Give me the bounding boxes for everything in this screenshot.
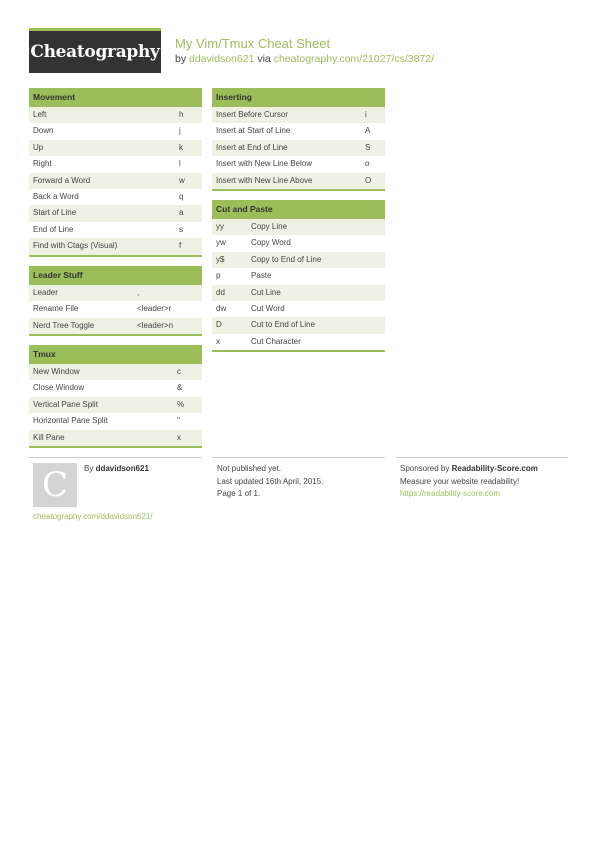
shortcut-row (29, 205, 202, 221)
shortcut-row (212, 156, 385, 172)
section-rows (212, 107, 385, 189)
shortcut-key: dw (216, 303, 227, 313)
shortcut-value: , (137, 288, 140, 297)
shortcut-row (29, 318, 202, 334)
section-title: Movement (29, 88, 202, 107)
shortcut-row (212, 123, 385, 139)
sheet-title: My Vim/Tmux Cheat Sheet (175, 36, 331, 51)
shortcut-key: Insert with New Line Below (216, 159, 313, 169)
shortcut-row (212, 334, 385, 350)
shortcut-row (212, 140, 385, 156)
shortcut-key: Close Window (33, 383, 85, 393)
shortcut-key: D (216, 320, 222, 330)
shortcut-row (29, 238, 202, 254)
shortcut-key: x (216, 336, 220, 346)
shortcut-row (212, 173, 385, 189)
shortcut-value: w (179, 175, 185, 185)
section-title: Cut and Paste (212, 200, 385, 219)
section-title: Inserting (212, 88, 385, 107)
shortcut-value: c (177, 367, 181, 376)
shortcut-key: Nerd Tree Toggle (33, 320, 95, 330)
shortcut-value: Cut to End of Line (251, 320, 316, 330)
shortcut-value: % (177, 399, 185, 409)
shortcut-row (29, 107, 202, 123)
shortcut-row (29, 364, 202, 380)
shortcut-key: y$ (216, 254, 225, 264)
sponsored-by-label: Sponsored by (400, 464, 450, 473)
shortcut-value: a (179, 208, 184, 218)
cheatography-logo[interactable]: Cheatography (29, 28, 161, 73)
last-updated: Last updated 16th April, 2015. (217, 476, 324, 486)
footer-divider (29, 457, 202, 458)
shortcut-value: k (179, 142, 183, 152)
shortcut-key: New Window (33, 367, 80, 376)
sponsor-url[interactable]: https://readability-score.com (400, 489, 501, 498)
section-tmux (29, 345, 202, 448)
footer-author-url[interactable]: cheatography.com/ddavidson621/ (33, 512, 153, 521)
footer-author-name[interactable]: ddavidson621 (95, 464, 149, 473)
shortcut-key: yw (216, 238, 226, 248)
shortcut-row (29, 189, 202, 205)
shortcut-key: End of Line (33, 224, 74, 234)
shortcut-row (29, 430, 202, 446)
shortcut-key: Kill Pane (33, 432, 65, 442)
published-status: Not published yet. (217, 464, 282, 473)
shortcut-key: Horizontal Pane Split (33, 416, 108, 426)
shortcut-value: Copy Line (251, 222, 288, 231)
shortcut-key: Up (33, 142, 44, 152)
shortcut-value: & (177, 383, 183, 393)
sponsor-name[interactable]: Readability-Score.com (451, 464, 538, 473)
shortcut-row (29, 285, 202, 301)
shortcut-value: f (179, 241, 182, 251)
section-rows (29, 285, 202, 334)
section-inserting (212, 88, 385, 191)
shortcut-value: " (177, 416, 180, 426)
shortcut-value: s (179, 224, 183, 234)
shortcut-key: Forward a Word (33, 175, 91, 185)
shortcut-key: Insert Before Cursor (216, 110, 289, 119)
shortcut-key: Right (33, 159, 52, 169)
shortcut-key: Left (33, 110, 47, 119)
author-avatar[interactable] (33, 463, 77, 507)
shortcut-row (212, 268, 385, 284)
shortcut-row (212, 107, 385, 123)
shortcut-value: x (177, 432, 181, 442)
shortcut-row (29, 156, 202, 172)
shortcut-row (29, 413, 202, 429)
shortcut-value: l (179, 159, 181, 169)
section-rows (212, 219, 385, 350)
shortcut-key: Insert with New Line Above (216, 175, 313, 185)
shortcut-row (29, 123, 202, 139)
shortcut-value: Cut Character (251, 336, 301, 346)
shortcut-value: Copy to End of Line (251, 254, 322, 264)
section-leader-stuff (29, 266, 202, 336)
section-rows (29, 364, 202, 446)
shortcut-row (29, 173, 202, 189)
shortcut-key: Vertical Pane Split (33, 399, 98, 409)
shortcut-row (212, 252, 385, 268)
section-rows (29, 107, 202, 255)
shortcut-value: Paste (251, 271, 272, 281)
shortcut-key: Insert at Start of Line (216, 126, 291, 136)
shortcut-key: Insert at End of Line (216, 142, 288, 152)
section-cut-and-paste (212, 200, 385, 352)
avatar-letter: C (41, 465, 68, 505)
shortcut-value: o (365, 159, 370, 169)
shortcut-value: O (365, 175, 372, 185)
shortcut-row (29, 222, 202, 238)
shortcut-value: j (179, 126, 181, 136)
shortcut-value: i (365, 110, 367, 119)
by-label: by (175, 53, 187, 65)
shortcut-row (29, 380, 202, 396)
shortcut-value: Cut Word (251, 303, 285, 313)
byline (175, 53, 434, 65)
shortcut-value: <leader>r (137, 304, 172, 314)
shortcut-key: Find with Ctags (Visual) (33, 241, 118, 251)
shortcut-row (29, 397, 202, 413)
shortcut-key: Back a Word (33, 191, 79, 201)
shortcut-key: dd (216, 287, 225, 297)
shortcut-key: p (216, 271, 221, 281)
shortcut-key: Start of Line (33, 208, 77, 218)
shortcut-value: <leader>n (137, 320, 174, 330)
shortcut-row (29, 140, 202, 156)
footer-by-label: By (84, 464, 94, 473)
shortcut-row (212, 317, 385, 333)
shortcut-row (29, 301, 202, 317)
section-movement (29, 88, 202, 257)
footer-divider (212, 457, 385, 458)
shortcut-key: Down (33, 126, 54, 136)
footer-divider (396, 457, 568, 458)
section-title: Tmux (29, 345, 202, 364)
shortcut-value: h (179, 110, 184, 119)
shortcut-value: q (179, 191, 184, 201)
sponsor-tagline: Measure your website readability! (400, 476, 520, 486)
page-number: Page 1 of 1. (217, 489, 261, 498)
shortcut-key: Rename File (33, 304, 79, 314)
footer-author (84, 463, 149, 476)
via-label: via (257, 53, 271, 65)
footer-meta (217, 463, 323, 501)
shortcut-key: yy (216, 222, 224, 231)
shortcut-key: Leader (33, 288, 58, 297)
footer-sponsor (400, 463, 538, 501)
shortcut-row (212, 219, 385, 235)
section-title: Leader Stuff (29, 266, 202, 285)
sheet-url-link[interactable]: cheatography.com/21027/cs/3872/ (273, 53, 435, 65)
shortcut-row (212, 235, 385, 251)
shortcut-row (212, 285, 385, 301)
author-link[interactable]: ddavidson621 (189, 53, 255, 65)
shortcut-value: S (365, 142, 371, 152)
shortcut-value: Cut Line (251, 287, 281, 297)
shortcut-value: Copy Word (251, 238, 291, 248)
shortcut-value: A (365, 126, 371, 136)
shortcut-row (212, 301, 385, 317)
